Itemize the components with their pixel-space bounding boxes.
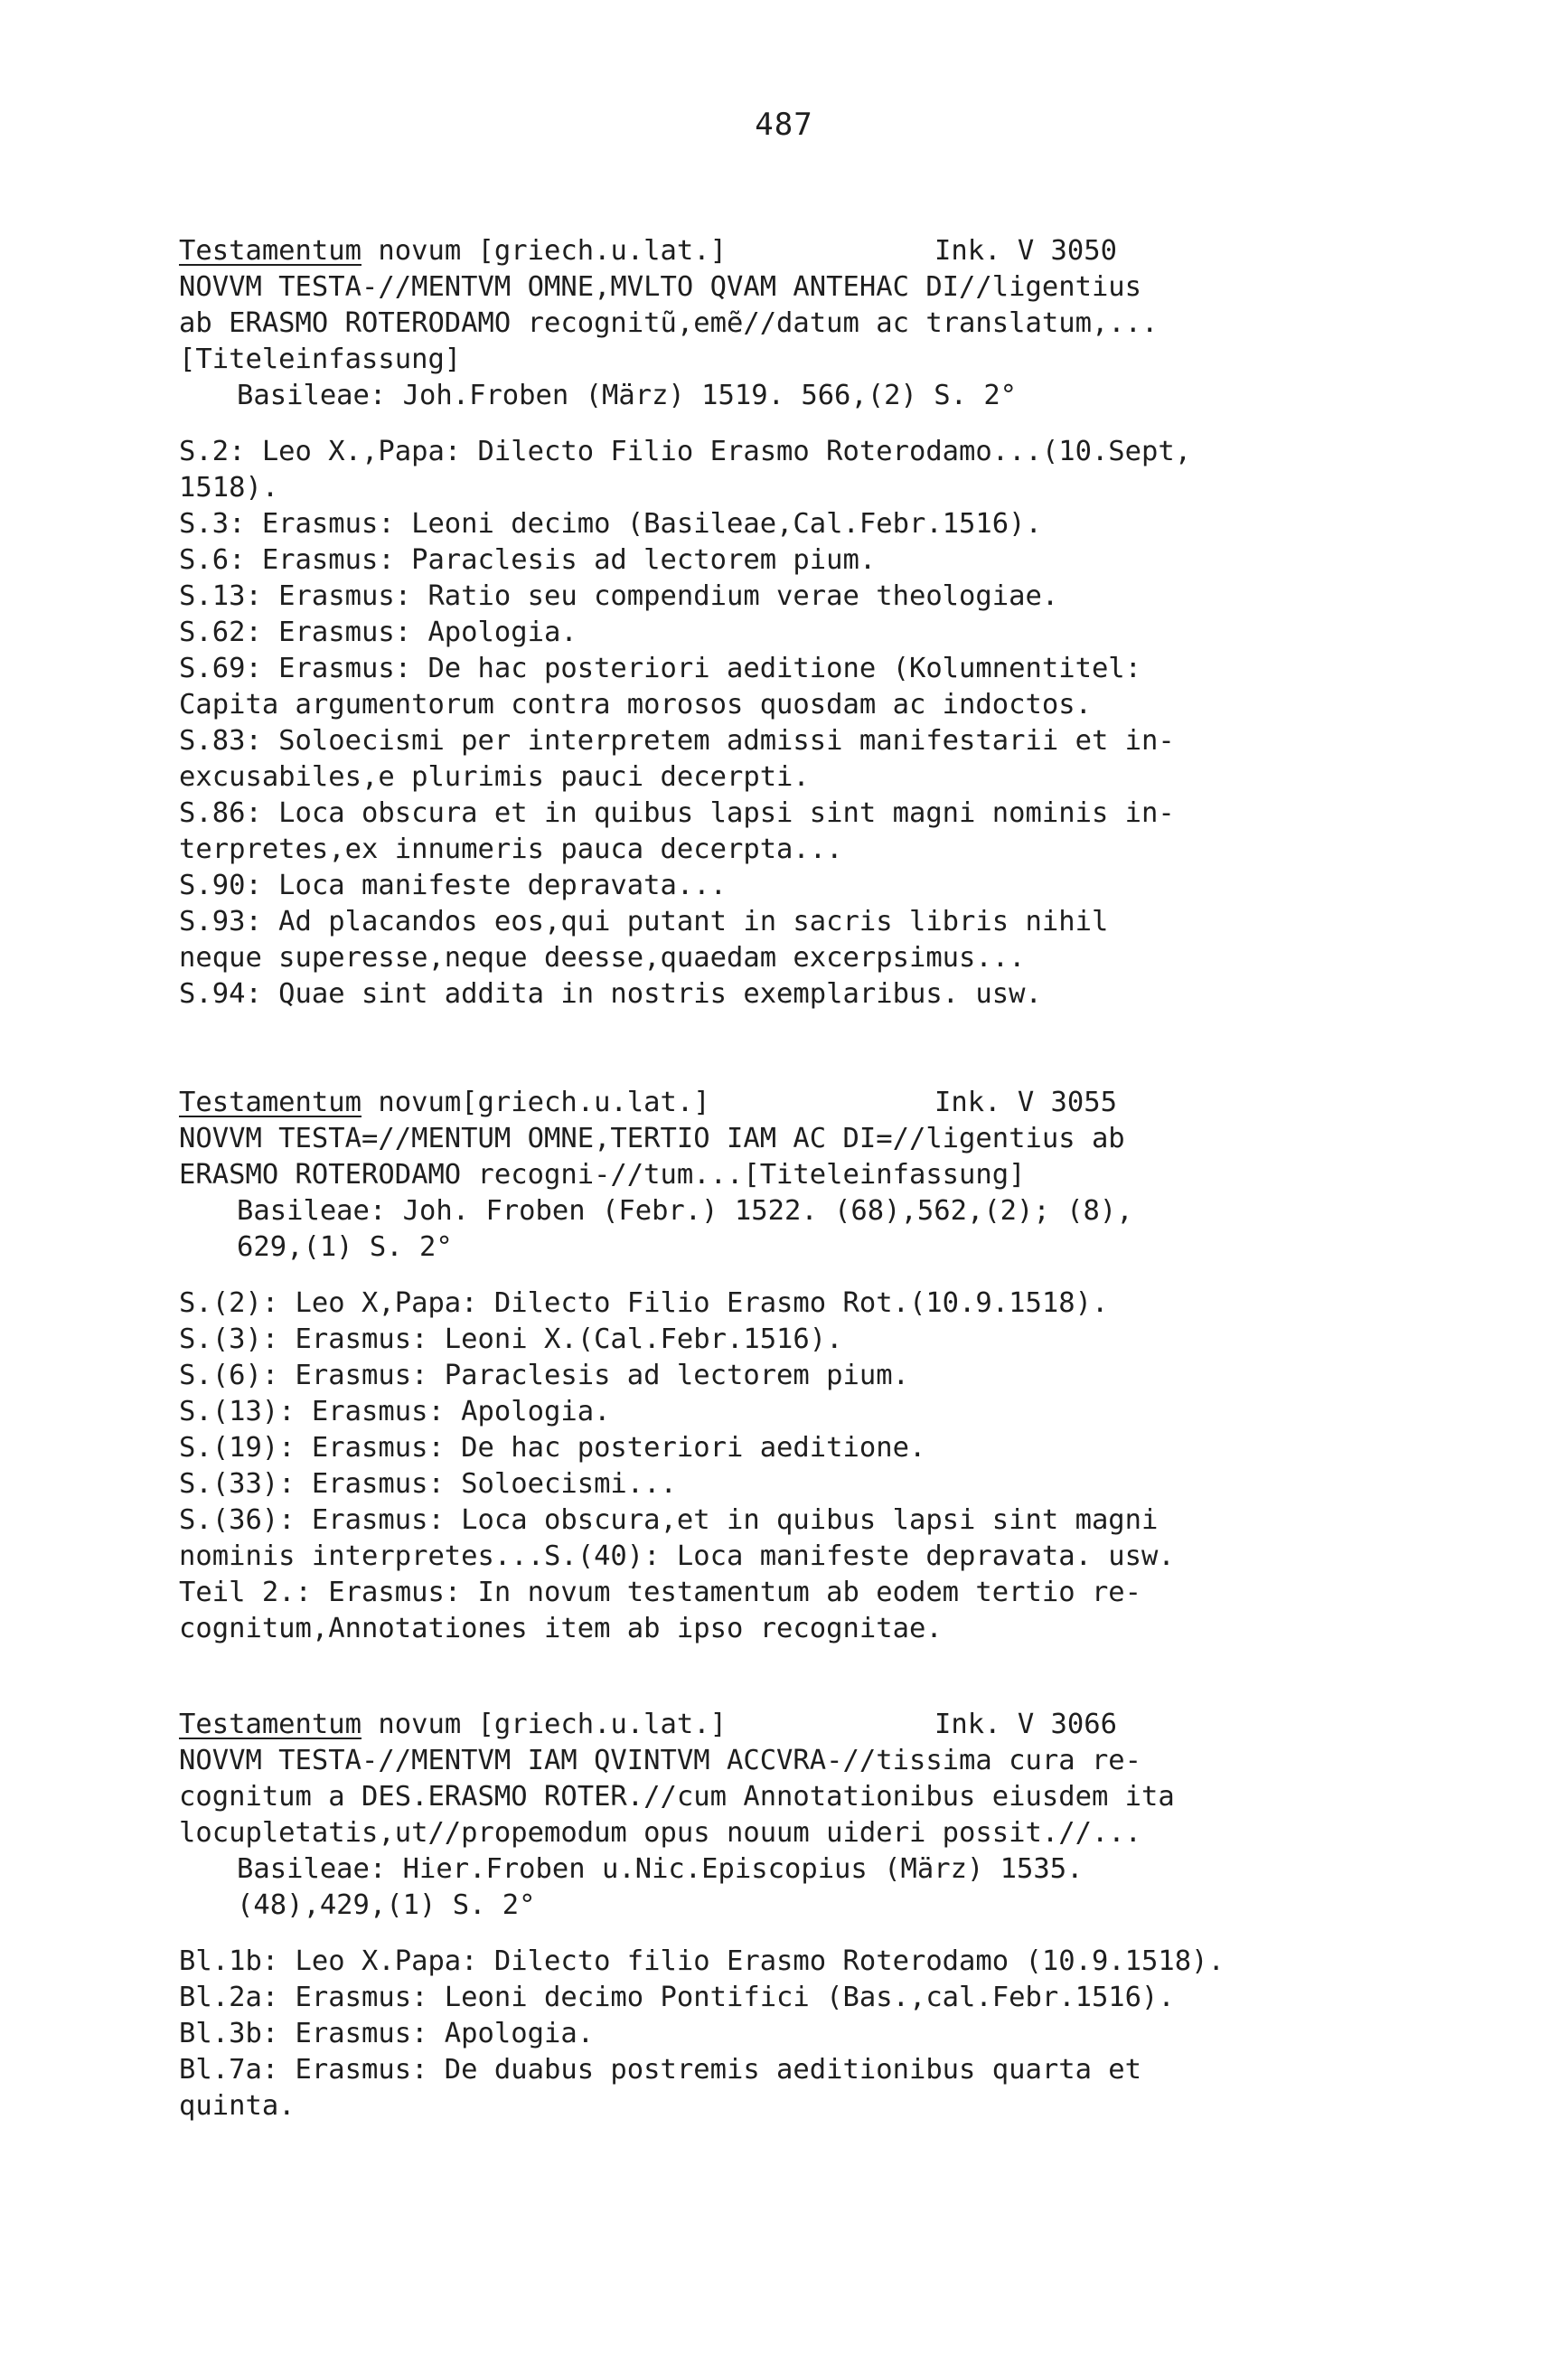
content-line: quinta. <box>179 2090 296 2122</box>
content-line: S.83: Soloecismi per interpretem admissi manifestarii et in- <box>179 725 1175 757</box>
content-line: S.94: Quae sint addita in nostris exemplaribus. usw. <box>179 978 1042 1010</box>
content-line: S.86: Loca obscura et in quibus lapsi sint magni nominis in- <box>179 797 1175 829</box>
spacer <box>179 1924 1390 1944</box>
content-line: Capita argumentorum contra morosos quosdam ac indoctos. <box>179 689 1092 721</box>
entry-heading-word: Testamentum <box>179 1709 361 1740</box>
title-line: locupletatis,ut//propemodum opus nouum uideri possit.//... <box>179 1817 1142 1849</box>
imprint-line: 629,(1) S. 2° <box>237 1231 453 1263</box>
imprint-line: Basileae: Joh. Froben (Febr.) 1522. (68),562,(2); (8), <box>237 1195 1133 1227</box>
entry-heading-word: Testamentum <box>179 1087 361 1118</box>
entry-heading <box>179 1085 1390 1121</box>
imprint-line: Basileae: Joh.Froben (März) 1519. 566,(2) S. 2° <box>237 380 1018 411</box>
content-line: S.93: Ad placandos eos,qui putant in sacris libris nihil <box>179 906 1109 937</box>
imprint-line: (48),429,(1) S. 2° <box>237 1889 536 1921</box>
title-line: ERASMO ROTERODAMO recogni-//tum...[Titeleinfassung] <box>179 1159 1026 1191</box>
catalog-entry <box>179 1707 1390 2124</box>
content-line: S.62: Erasmus: Apologia. <box>179 617 577 648</box>
ink-reference: Ink. V 3066 <box>934 1709 1117 1740</box>
spacer <box>179 1266 1390 1286</box>
content-line: S.90: Loca manifeste depravata... <box>179 870 727 901</box>
content-line: S.(36): Erasmus: Loca obscura,et in quibus lapsi sint magni <box>179 1504 1159 1536</box>
ink-reference: Ink. V 3055 <box>934 1087 1117 1118</box>
content-line: terpretes,ex innumeris pauca decerpta... <box>179 834 843 865</box>
content-line: S.(19): Erasmus: De hac posteriori aeditione. <box>179 1432 926 1464</box>
title-line: cognitum a DES.ERASMO ROTER.//cum Annotationibus eiusdem ita <box>179 1781 1175 1813</box>
title-line: NOVVM TESTA-//MENTVM OMNE,MVLTO QVAM ANTEHAC DI//ligentius <box>179 271 1142 303</box>
title-line: [Titeleinfassung] <box>179 344 462 375</box>
content-line: S.(13): Erasmus: Apologia. <box>179 1396 611 1427</box>
spacer <box>179 414 1390 434</box>
content-line: nominis interpretes...S.(40): Loca manifeste depravata. usw. <box>179 1540 1175 1572</box>
content-line: Bl.3b: Erasmus: Apologia. <box>179 2018 595 2049</box>
content-line: neque superesse,neque deesse,quaedam excerpsimus... <box>179 942 1026 974</box>
content-line: S.(3): Erasmus: Leoni X.(Cal.Febr.1516). <box>179 1323 843 1355</box>
catalog-entry <box>179 233 1390 1012</box>
entry-heading-rest: novum [griech.u.lat.] <box>361 235 727 267</box>
content-line: S.(33): Erasmus: Soloecismi... <box>179 1468 677 1500</box>
entry-heading <box>179 233 1390 269</box>
content-line: S.6: Erasmus: Paraclesis ad lectorem pium. <box>179 544 877 576</box>
content-line: Bl.2a: Erasmus: Leoni decimo Pontifici (Bas.,cal.Febr.1516). <box>179 1982 1175 2013</box>
content-line: 1518). <box>179 472 279 504</box>
content-line: S.13: Erasmus: Ratio seu compendium verae theologiae. <box>179 580 1059 612</box>
entry-heading-word: Testamentum <box>179 235 361 267</box>
page-number: 487 <box>755 107 813 143</box>
imprint-line: Basileae: Hier.Froben u.Nic.Episcopius (März) 1535. <box>237 1853 1084 1885</box>
content-line: excusabiles,e plurimis pauci decerpti. <box>179 761 810 793</box>
title-line: ab ERASMO ROTERODAMO recognitũ,emẽ//datum ac translatum,... <box>179 307 1159 339</box>
catalog-entry <box>179 1085 1390 1647</box>
content-line: S.(6): Erasmus: Paraclesis ad lectorem pium. <box>179 1360 909 1391</box>
content-line: S.(2): Leo X,Papa: Dilecto Filio Erasmo Rot.(10.9.1518). <box>179 1287 1109 1319</box>
ink-reference: Ink. V 3050 <box>934 235 1117 267</box>
content-line: S.3: Erasmus: Leoni decimo (Basileae,Cal.Febr.1516). <box>179 508 1042 540</box>
content-line: S.2: Leo X.,Papa: Dilecto Filio Erasmo Roterodamo...(10.Sept, <box>179 436 1192 467</box>
content-line: Bl.1b: Leo X.Papa: Dilecto filio Erasmo Roterodamo (10.9.1518). <box>179 1945 1225 1977</box>
content-line: Bl.7a: Erasmus: De duabus postremis aeditionibus quarta et <box>179 2054 1142 2086</box>
entry-heading-rest: novum[griech.u.lat.] <box>361 1087 710 1118</box>
title-line: NOVVM TESTA-//MENTVM IAM QVINTVM ACCVRA-//tissima cura re- <box>179 1745 1142 1776</box>
content-line: cognitum,Annotationes item ab ipso recognitae. <box>179 1613 943 1644</box>
content-line: S.69: Erasmus: De hac posteriori aeditione (Kolumnentitel: <box>179 653 1142 684</box>
content-line: Teil 2.: Erasmus: In novum testamentum ab eodem tertio re- <box>179 1577 1142 1608</box>
entry-heading-rest: novum [griech.u.lat.] <box>361 1709 727 1740</box>
entry-heading <box>179 1707 1390 1743</box>
title-line: NOVVM TESTA=//MENTUM OMNE,TERTIO IAM AC DI=//ligentius ab <box>179 1123 1125 1154</box>
